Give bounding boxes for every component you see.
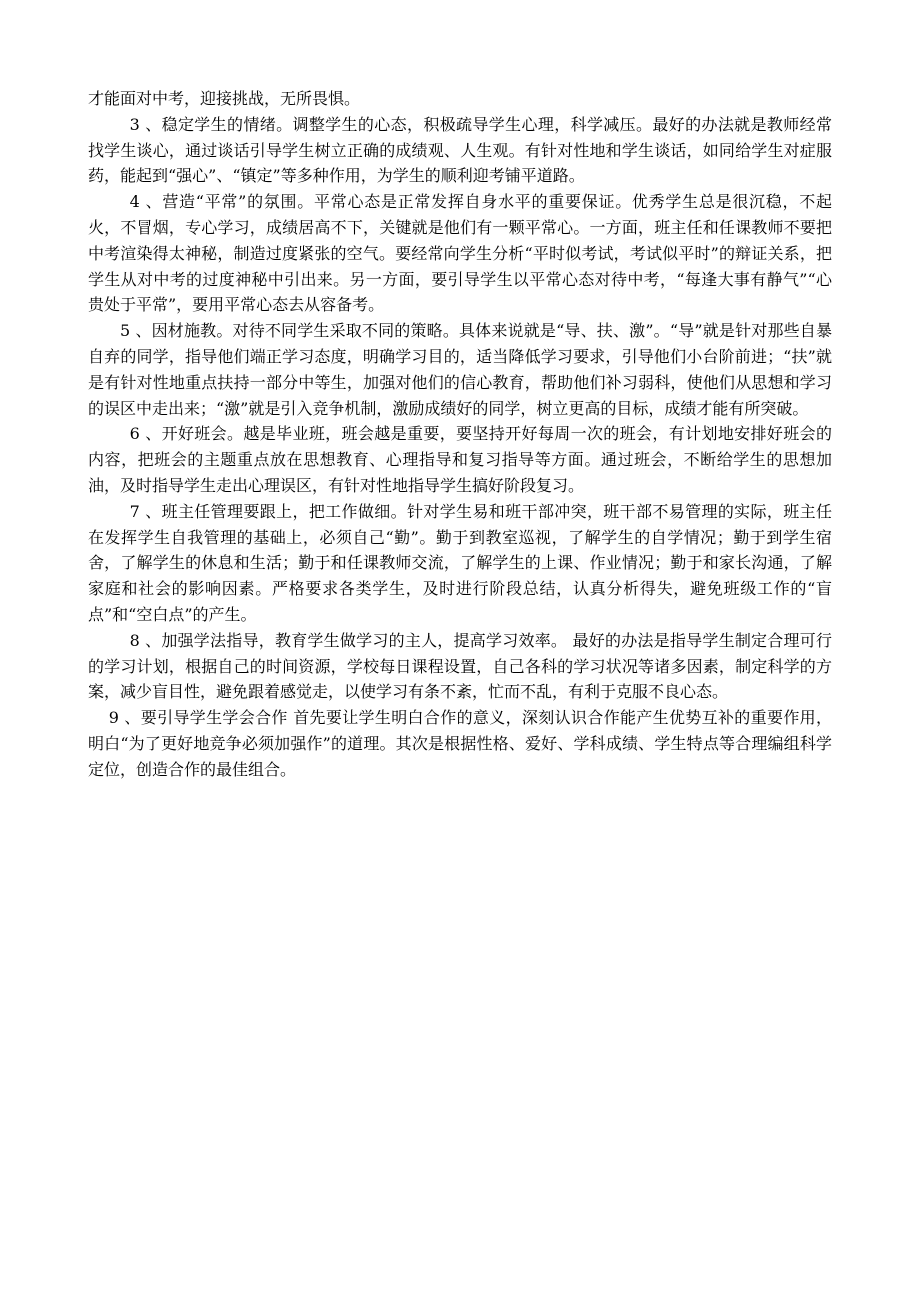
paragraph-item-6: 6 、开好班会。越是毕业班，班会越是重要，要坚持开好每周一次的班会，有计划地安排好班会的内容，把班会的主题重点放在思想教育、心理指导和复习指导等方面。通过班会，不断给学生的思想加油，及时指导学生走出心理误区，有针对性地指导学生搞好阶段复习。 — [88, 424, 832, 495]
paragraph-item-7: 7 、班主任管理要跟上，把工作做细。针对学生易和班干部冲突，班干部不易管理的实际，班主任在发挥学生自我管理的基础上，必须自己“勤”。勤于到教室巡视，了解学生的自学情况；勤于到学生宿舍，了解学生的休息和生活；勤于和任课教师交流，了解学生的上课、作业情况；勤于和家长沟通，了解家庭和社会的影响因素。严格要求各类学生，及时进行阶段总结，认真分析得失，避免班级工作的“盲点”和“空白点”的产生。 — [88, 501, 832, 624]
paragraph-item-3: 3 、稳定学生的情绪。调整学生的心态，积极疏导学生心理，科学减压。最好的办法就是教师经常找学生谈心，通过谈话引导学生树立正确的成绩观、人生观。有针对性地和学生谈话，如同给学生对症服药，能起到“强心”、“镇定”等多种作用，为学生的顺利迎考铺平道路。 — [88, 114, 832, 186]
paragraph-item-8: 8 、加强学法指导，教育学生做学习的主人，提高学习效率。 最好的办法是指导学生制定合理可行的学习计划，根据自己的时间资源，学校每日课程设置，自己各科的学习状况等诸多因素，制定科学的方案，减少盲目性，避免跟着感觉走，以使学习有条不紊，忙而不乱，有利于克服不良心态。 — [88, 630, 832, 702]
paragraph-item-4: 4 、营造“平常”的氛围。平常心态是正常发挥自身水平的重要保证。优秀学生总是很沉稳，不起火，不冒烟，专心学习，成绩居高不下，关键就是他们有一颗平常心。一方面，班主任和任课教师不要把中考渲染得太神秘，制造过度紧张的空气。要经常向学生分析“平时似考试，考试似平时”的辩证关系，把学生从对中考的过度神秘中引出来。另一方面，要引导学生以平常心态对待中考，“每逢大事有静气”“心贵处于平常”，要用平常心态去从容备考。 — [88, 192, 832, 315]
paragraph-item-9: 9 、要引导学生学会合作 首先要让学生明白合作的意义，深刻认识合作能产生优势互补的重要作用，明白“为了更好地竞争必须加强作”的道理。其次是根据性格、爱好、学科成绩、学生特点等合理编组科学定位，创造合作的最佳组合。 — [88, 708, 832, 779]
document-page — [88, 86, 832, 783]
paragraph-item-5: 5 、因材施教。对待不同学生采取不同的策略。具体来说就是“导、扶、激”。“导”就是针对那些自暴自弃的同学，指导他们端正学习态度，明确学习目的，适当降低学习要求，引导他们小台阶前进；“扶”就是有针对性地重点扶持一部分中等生，加强对他们的信心教育，帮助他们补习弱科，使他们从思想和学习的误区中走出来；“激”就是引入竞争机制，激励成绩好的同学，树立更高的目标，成绩才能有所突破。 — [88, 321, 832, 418]
paragraph-continuation: 才能面对中考，迎接挑战，无所畏惧。 — [88, 89, 361, 108]
